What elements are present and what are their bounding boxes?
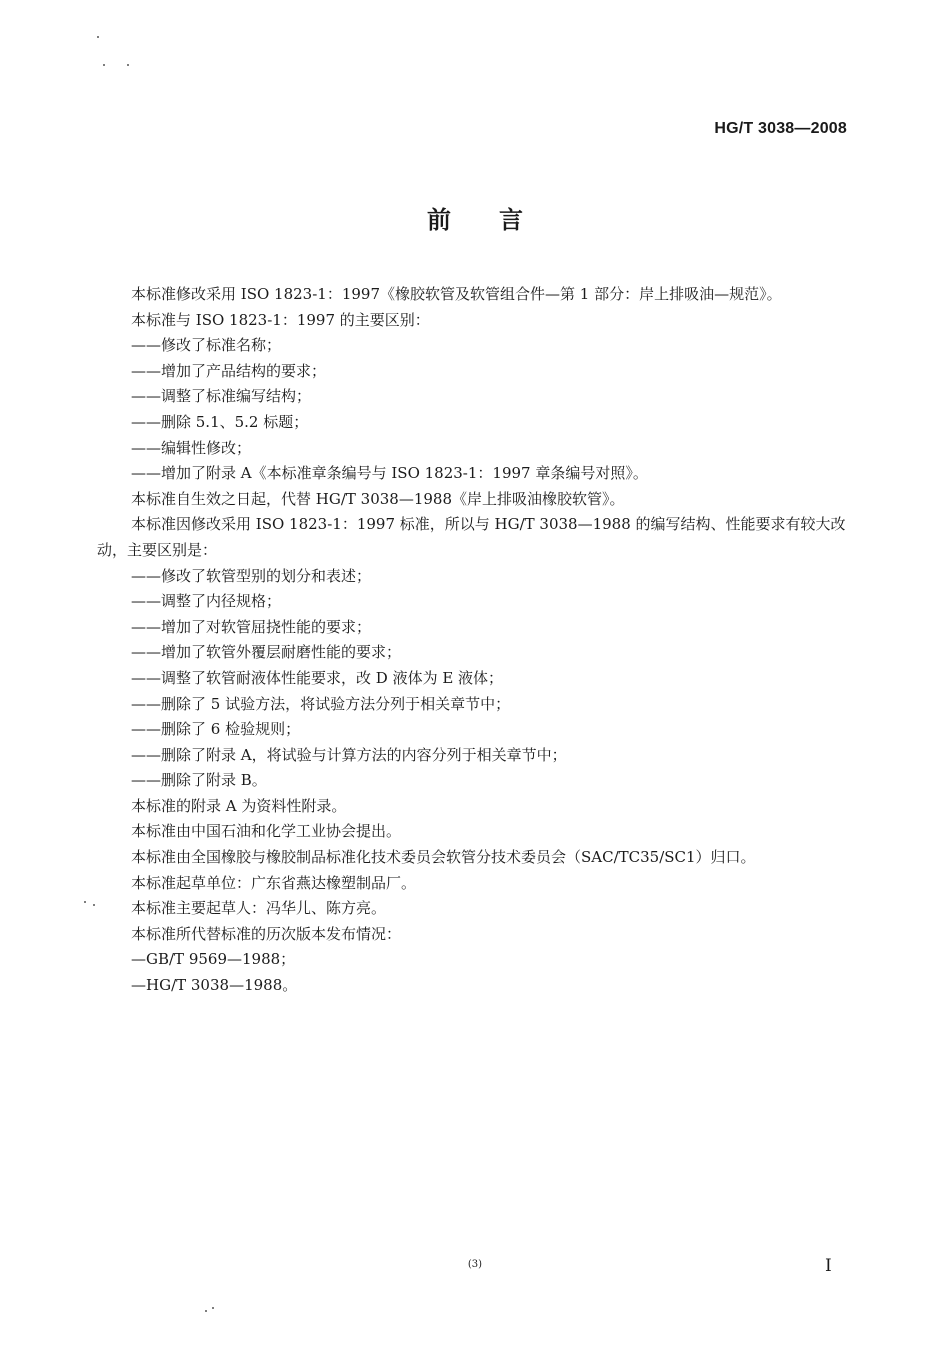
paragraph: 本标准修改采用 ISO 1823-1：1997《橡胶软管及软管组合件—第 1 部分：岸上排吸油—规范》。 bbox=[131, 285, 782, 303]
page-number: (3) bbox=[467, 1259, 483, 1270]
scan-speck bbox=[127, 64, 129, 66]
list-item: ——编辑性修改； bbox=[131, 438, 252, 457]
list-item: ——增加了附录 A《本标准章条编号与 ISO 1823-1：1997 章条编号对照》。 bbox=[131, 464, 648, 483]
standard-code: HG/T 3038—2008 bbox=[714, 120, 847, 137]
paragraph: 本标准所代替标准的历次版本发布情况： bbox=[131, 924, 402, 943]
scan-speck bbox=[212, 1307, 214, 1309]
list-item: ——调整了内径规格； bbox=[131, 592, 282, 611]
paragraph: 本标准与 ISO 1823-1：1997 的主要区别： bbox=[131, 310, 430, 329]
list-item: ——增加了产品结构的要求； bbox=[131, 361, 327, 380]
paragraph: 本标准自生效之日起，代替 HG/T 3038—1988《岸上排吸油橡胶软管》。 bbox=[131, 489, 625, 508]
paragraph: 本标准由中国石油和化学工业协会提出。 bbox=[131, 822, 402, 841]
list-item: ——修改了软管型别的划分和表述； bbox=[131, 566, 372, 585]
paragraph: 本标准的附录 A 为资料性附录。 bbox=[131, 796, 347, 815]
paragraph: 本标准由全国橡胶与橡胶制品标准化技术委员会软管分技术委员会（SAC/TC35/SC1）归口。 bbox=[131, 848, 756, 867]
page-title: 前言 bbox=[427, 206, 571, 234]
scan-speck bbox=[205, 1310, 207, 1312]
list-item: ——调整了标准编写结构； bbox=[131, 387, 312, 406]
history-item: —HG/T 3038—1988。 bbox=[131, 976, 298, 995]
paragraph: 本标准起草单位：广东省燕达橡塑制品厂。 bbox=[131, 873, 417, 892]
list-item: ——删除 5.1、5.2 标题； bbox=[131, 412, 309, 431]
list-item: ——删除了 5 试验方法，将试验方法分列于相关章节中； bbox=[131, 694, 511, 713]
list-item: ——增加了对软管屈挠性能的要求； bbox=[131, 617, 372, 636]
history-item: —GB/T 9569—1988； bbox=[131, 950, 296, 969]
paragraph: 本标准主要起草人：冯华儿、陈方亮。 bbox=[131, 899, 387, 918]
list-item: ——增加了软管外覆层耐磨性能的要求； bbox=[131, 643, 402, 662]
list-item: ——修改了标准名称； bbox=[131, 336, 282, 355]
paragraph: 本标准因修改采用 ISO 1823-1：1997 标准，所以与 HG/T 3038—1988 的编写结构、性能要求有较大改动，主要区别是： bbox=[97, 515, 846, 559]
list-item: ——调整了软管耐液体性能要求，改 D 液体为 E 液体； bbox=[131, 668, 504, 687]
scan-speck bbox=[93, 904, 95, 906]
scan-speck bbox=[97, 36, 99, 38]
foreword-body bbox=[97, 282, 849, 999]
roman-page-number: I bbox=[825, 1256, 832, 1276]
list-item: ——删除了 6 检验规则； bbox=[131, 720, 301, 739]
scan-speck bbox=[84, 901, 86, 903]
scan-speck bbox=[103, 64, 105, 66]
list-item: ——删除了附录 A，将试验与计算方法的内容分列于相关章节中； bbox=[131, 745, 567, 764]
list-item: ——删除了附录 B。 bbox=[131, 771, 267, 790]
